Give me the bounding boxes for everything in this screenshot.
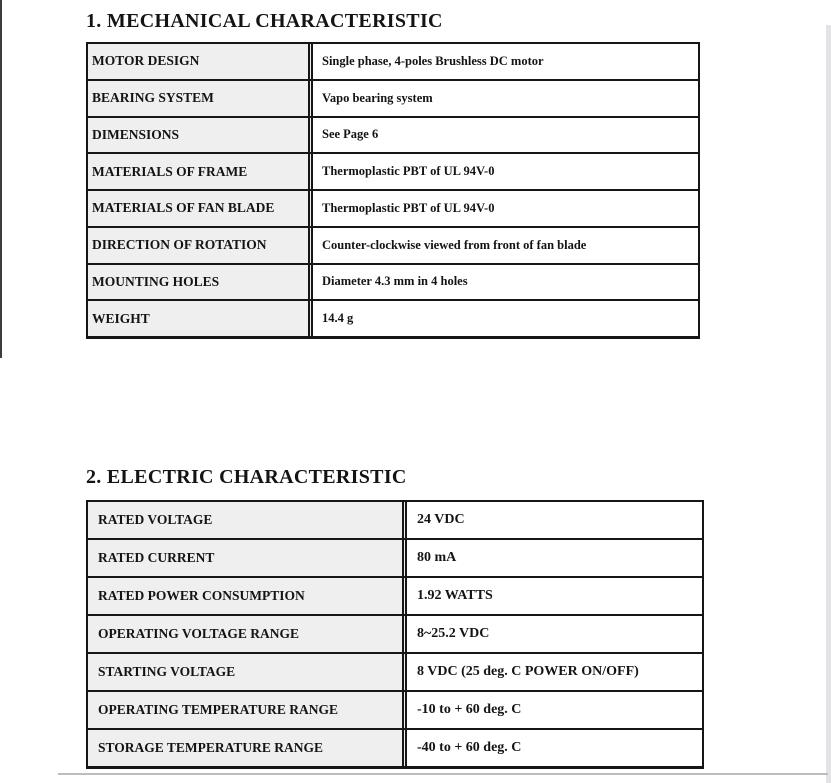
row-label-cell: MATERIALS OF FAN BLADE xyxy=(88,191,313,226)
row-label-cell: BEARING SYSTEM xyxy=(88,81,313,116)
row-label-cell: MATERIALS OF FRAME xyxy=(88,154,313,189)
table-row xyxy=(88,502,702,540)
row-value-cell: See Page 6 xyxy=(322,127,379,142)
table-row xyxy=(88,228,698,265)
section-title-mechanical: 1. MECHANICAL CHARACTERISTIC xyxy=(86,10,443,32)
row-value-cell: Thermoplastic PBT of UL 94V-0 xyxy=(322,164,495,179)
row-value-cell: 24 VDC xyxy=(417,512,465,527)
row-value-cell: 80 mA xyxy=(417,550,457,565)
row-label-cell: STORAGE TEMPERATURE RANGE xyxy=(88,730,407,766)
row-value-cell: Counter-clockwise viewed from front of fan blade xyxy=(322,237,587,252)
table-row xyxy=(88,616,702,654)
table-row xyxy=(88,265,698,302)
table-row xyxy=(88,191,698,228)
row-label-cell: RATED POWER CONSUMPTION xyxy=(88,578,407,614)
row-value-cell: 8~25.2 VDC xyxy=(417,626,490,641)
row-label-cell: OPERATING VOLTAGE RANGE xyxy=(88,616,407,652)
row-value-cell: 14.4 g xyxy=(322,311,354,326)
row-label-cell: DIRECTION OF ROTATION xyxy=(88,228,313,263)
table-row xyxy=(88,154,698,191)
mechanical-characteristics-table xyxy=(86,42,700,339)
row-value-cell: Vapo bearing system xyxy=(322,90,433,105)
table-row xyxy=(88,44,698,81)
row-value-cell: -40 to + 60 deg. C xyxy=(417,740,522,755)
table-row xyxy=(88,578,702,616)
row-label-cell: RATED VOLTAGE xyxy=(88,502,407,538)
scan-artifact-right-edge xyxy=(826,25,831,783)
table-row xyxy=(88,81,698,118)
row-label-cell: MOUNTING HOLES xyxy=(88,265,313,300)
row-label-cell: OPERATING TEMPERATURE RANGE xyxy=(88,692,407,728)
row-label-cell: DIMENSIONS xyxy=(88,118,313,153)
table-row xyxy=(88,301,698,336)
table-row xyxy=(88,730,702,766)
row-value-cell: Diameter 4.3 mm in 4 holes xyxy=(322,274,468,289)
row-label-cell: STARTING VOLTAGE xyxy=(88,654,407,690)
section-title-electric: 2. ELECTRIC CHARACTERISTIC xyxy=(86,466,407,488)
row-label-cell: WEIGHT xyxy=(88,301,313,336)
table-row xyxy=(88,692,702,730)
electric-characteristics-table xyxy=(86,500,704,769)
table-row xyxy=(88,118,698,155)
row-value-cell: Single phase, 4-poles Brushless DC motor xyxy=(322,53,544,68)
row-value-cell: -10 to + 60 deg. C xyxy=(417,702,522,717)
row-value-cell: 8 VDC (25 deg. C POWER ON/OFF) xyxy=(417,664,639,679)
row-value-cell: Thermoplastic PBT of UL 94V-0 xyxy=(322,200,495,215)
row-value-cell: 1.92 WATTS xyxy=(417,588,493,603)
scan-artifact-left-edge xyxy=(0,0,2,358)
row-label-cell: MOTOR DESIGN xyxy=(88,44,313,79)
scan-artifact-bottom-shadow xyxy=(58,773,828,775)
table-row xyxy=(88,540,702,578)
row-label-cell: RATED CURRENT xyxy=(88,540,407,576)
table-row xyxy=(88,654,702,692)
